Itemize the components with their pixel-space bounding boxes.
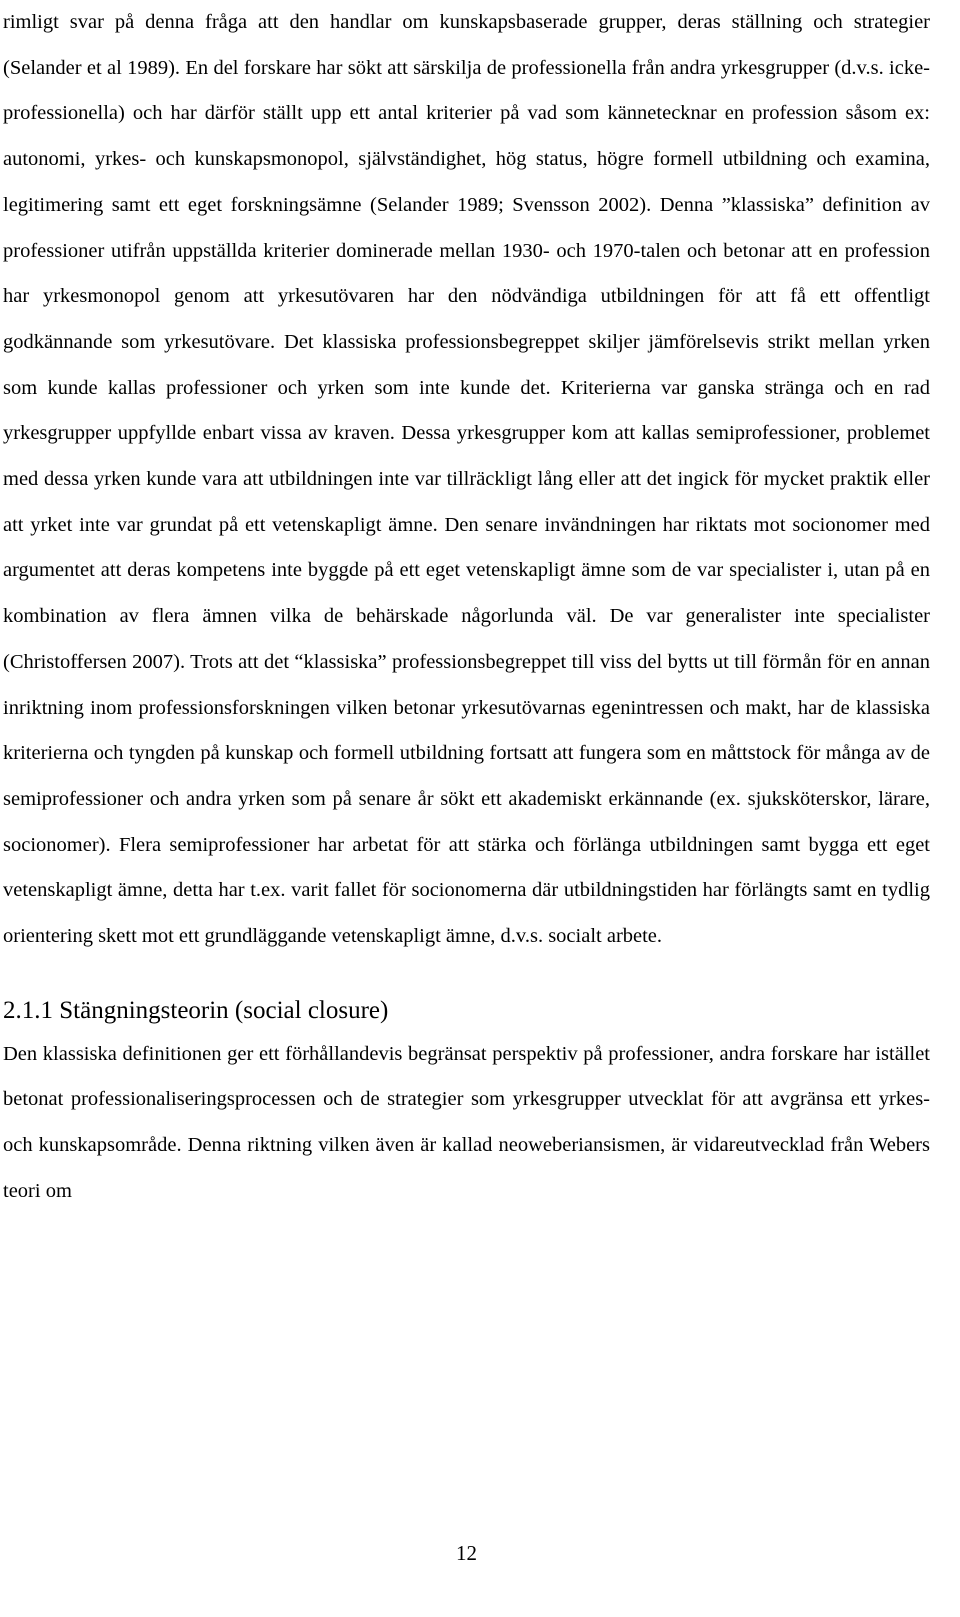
page-number: 12 bbox=[456, 1541, 477, 1565]
body-paragraph: Den klassiska definitionen ger ett förhållandevis begränsat perspektiv på professioner, andra forskare har istället betonat professionaliseringsprocessen och de strategier som yrkesgrupper utvecklat för att avgränsa ett yrkes- och kunskapsområde. Denna riktning vilken även är kallad neoweberiansismen, är vidareutvecklad från Webers teori om bbox=[3, 1042, 930, 1202]
body-paragraph: rimligt svar på denna fråga att den handlar om kunskapsbaserade grupper, deras ställning och strategier (Selander et al 1989). En del forskare har sökt att särskilja de professionella från andra yrkesgrupper (d.v.s. icke-professionella) och har därför ställt upp ett antal kriterier på vad som kännetecknar en profession såsom ex: autonomi, yrkes- och kunskapsmonopol, självständighet, hög status, högre formell utbildning och examina, legitimering samt ett eget forskningsämne (Selander 1989; Svensson 2002). Denna ”klassiska” definition av professioner utifrån uppställda kriterier dominerade mellan 1930- och 1970-talen och betonar att en profession har yrkesmonopol genom att yrkesutövaren har den nödvändiga utbildningen för att få ett offentligt godkännande som yrkesutövare. Det klassiska professionsbegreppet skiljer jämförelsevis strikt mellan yrken som kunde kallas professioner och yrken som inte kunde det. Kriterierna var ganska stränga och en rad yrkesgrupper uppfyllde enbart vissa av kraven. Dessa yrkesgrupper kom att kallas semiprofessioner, problemet med dessa yrken kunde vara att utbildningen inte var tillräckligt lång eller att det ingick för mycket praktik eller att yrket inte var grundat på ett vetenskapligt ämne. Den senare invändningen har riktats mot socionomer med argumentet att deras kompetens inte byggde på ett eget vetenskapligt ämne som de var specialister i, utan på en kombination av flera ämnen vilka de behärskade någorlunda väl. De var generalister inte specialister (Christoffersen 2007). Trots att det “klassiska” professionsbegreppet till viss del bytts ut till förmån för en annan inriktning inom professionsforskningen vilken betonar yrkesutövarnas egenintressen och makt, har de klassiska kriterierna och tyngden på kunskap och formell utbildning fortsatt att fungera som en måttstock för många av de semiprofessioner och andra yrken som på senare år sökt ett akademiskt erkännande (ex. sjuksköterskor, lärare, socionomer). Flera semiprofessioner har arbetat för att stärka och förlänga utbildningen samt bygga ett eget vetenskapligt ämne, detta har t.ex. varit fallet för socionomerna där utbildningstiden har förlängts samt en tydlig orientering skett mot ett grundläggande vetenskapligt ämne, d.v.s. socialt arbete. bbox=[3, 11, 930, 948]
section-heading: 2.1.1 Stängningsteorin (social closure) bbox=[3, 996, 389, 1024]
document-page bbox=[3, 0, 930, 1215]
